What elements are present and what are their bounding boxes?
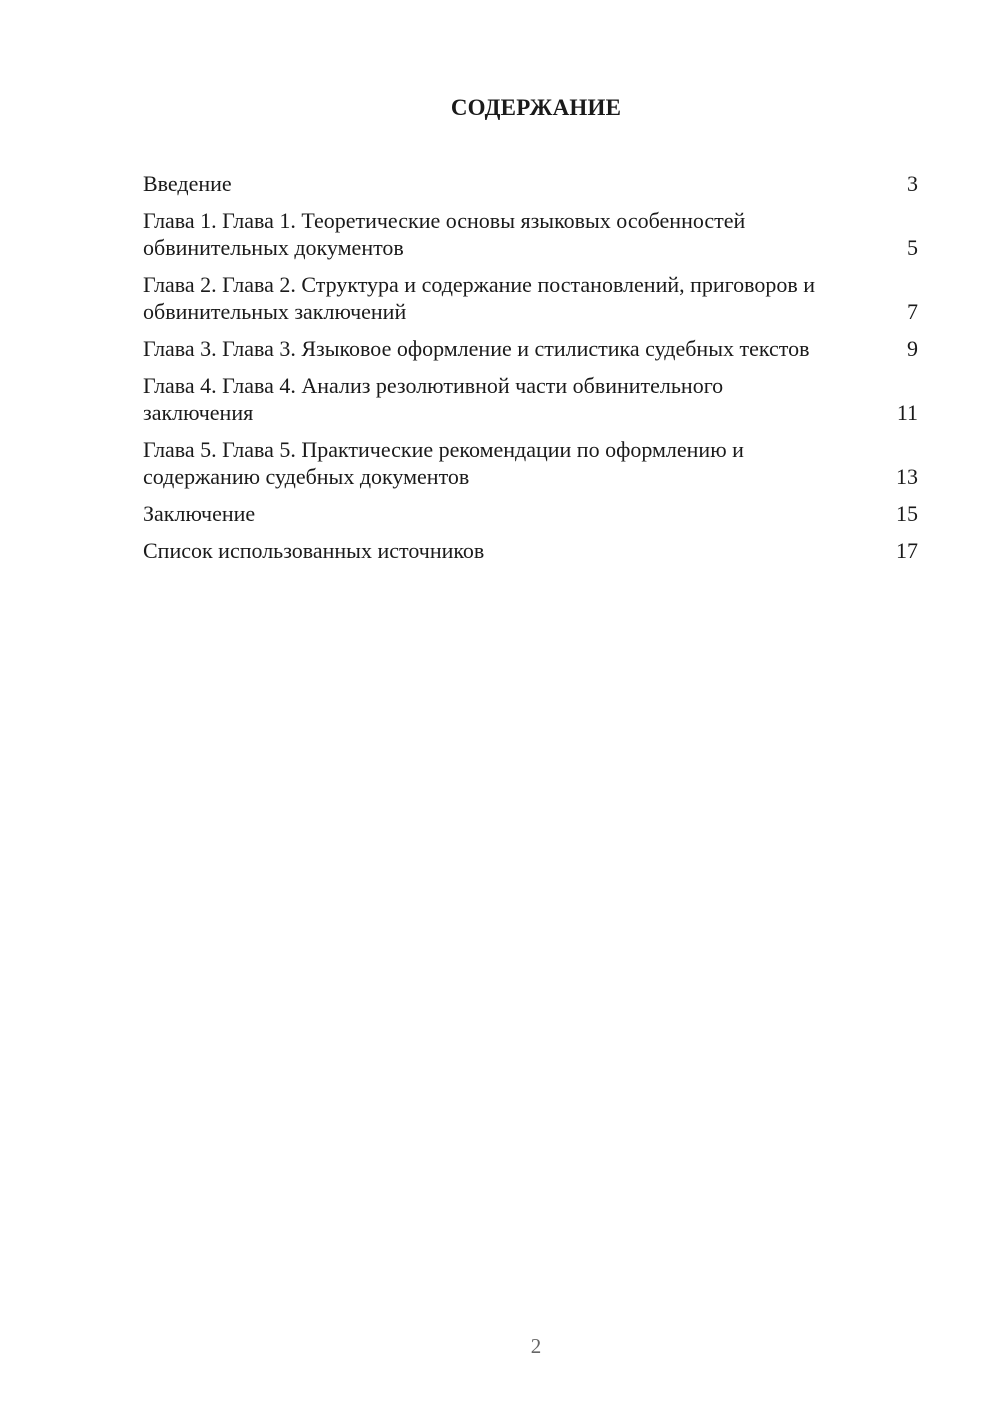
toc-entry-chapter-1[interactable] <box>143 207 918 261</box>
toc-entry-page: 7 <box>907 299 918 324</box>
toc-entry-page: 3 <box>907 171 918 196</box>
toc-entry-title: Заключение <box>143 501 256 526</box>
page-title: СОДЕРЖАНИЕ <box>450 95 622 120</box>
toc-entry-page: 17 <box>896 538 918 563</box>
toc-entry-chapter-2[interactable] <box>143 271 918 325</box>
toc-entry-title: Глава 2. Глава 2. Структура и содержание постановлений, приговоров и обвинительных заключений <box>143 272 816 324</box>
page-number: 2 <box>530 1334 542 1358</box>
toc-entry-page: 15 <box>896 501 918 526</box>
toc-entry-title: Глава 3. Глава 3. Языковое оформление и стилистика судебных текстов <box>143 336 810 361</box>
toc-entry-page: 9 <box>907 336 918 361</box>
toc-entry-references[interactable] <box>143 537 918 564</box>
table-of-contents <box>143 170 918 574</box>
toc-entry-title: Глава 1. Глава 1. Теоретические основы языковых особенностей обвинительных документов <box>143 208 746 260</box>
toc-entry-introduction[interactable] <box>143 170 918 197</box>
toc-entry-title: Список использованных источников <box>143 538 485 563</box>
toc-entry-page: 5 <box>907 235 918 260</box>
toc-entry-title: Глава 4. Глава 4. Анализ резолютивной части обвинительного заключения <box>143 373 724 425</box>
toc-entry-title: Глава 5. Глава 5. Практические рекомендации по оформлению и содержанию судебных документов <box>143 437 744 489</box>
toc-entry-conclusion[interactable] <box>143 500 918 527</box>
toc-entry-chapter-4[interactable] <box>143 372 918 426</box>
toc-entry-chapter-3[interactable] <box>143 335 918 362</box>
toc-entry-chapter-5[interactable] <box>143 436 918 490</box>
toc-entry-page: 11 <box>896 400 918 425</box>
toc-entry-title: Введение <box>143 171 232 196</box>
toc-entry-page: 13 <box>896 464 918 489</box>
